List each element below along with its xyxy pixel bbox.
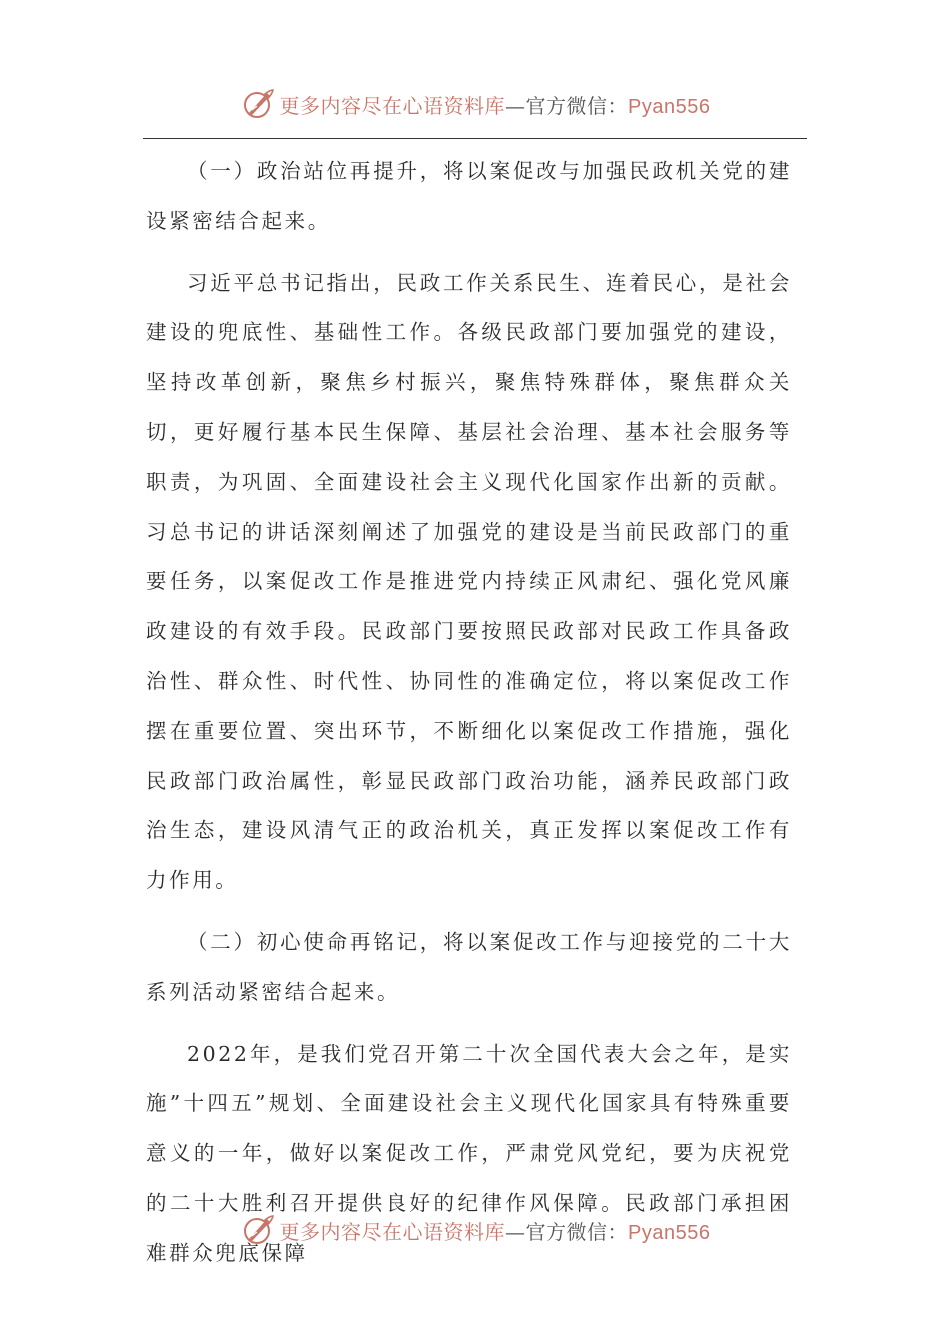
header-banner-label: —官方微信： [505, 93, 629, 118]
header-banner-title: 更多内容尽在心语资料库 [279, 93, 506, 118]
footer-banner-title: 更多内容尽在心语资料库 [279, 1219, 506, 1244]
footer-banner-text [280, 1216, 711, 1245]
document-body [146, 147, 792, 1279]
quill-logo-icon [240, 86, 276, 122]
header-banner [0, 84, 950, 124]
footer-banner-label: —官方微信： [505, 1219, 629, 1244]
footer-banner [0, 1210, 950, 1250]
header-divider [143, 138, 807, 139]
header-banner-text [280, 90, 711, 119]
paragraph-heading-2: （二）初心使命再铭记，将以案促改工作与迎接党的二十大系列活动紧密结合起来。 [146, 929, 792, 1004]
paragraph-body-1: 习近平总书记指出，民政工作关系民生、连着民心，是社会建设的兜底性、基础性工作。各级民政部门要加强党的建设，坚持改革创新，聚焦乡村振兴，聚焦特殊群体，聚焦群众关切，更好履行基本民生保障、基层社会治理、基本社会服务等职责，为巩固、全面建设社会主义现代化国家作出新的贡献。习总书记的讲话深刻阐述了加强党的建设是当前民政部门的重要任务，以案促改工作是推进党内持续正风肃纪、强化党风廉政建设的有效手段。民政部门要按照民政部对民政工作具备政治性、群众性、时代性、协同性的准确定位，将以案促改工作摆在重要位置、突出环节，不断细化以案促改工作措施，强化民政部门政治属性，彰显民政部门政治功能，涵养民政部门政治生态，建设风清气正的政治机关，真正发挥以案促改工作有力作用。 [146, 270, 792, 893]
footer-banner-wechat-id: Pyan556 [628, 1221, 711, 1244]
header-banner-wechat-id: Pyan556 [628, 95, 711, 118]
quill-logo-icon [240, 1212, 276, 1248]
paragraph-body-2: 2022年，是我们党召开第二十次全国代表大会之年，是实施”十四五”规划、全面建设社会主义现代化国家具有特殊重要意义的一年，做好以案促改工作，严肃党风党纪，要为庆祝党的二十大胜利召开提供良好的纪律作风保障。民政部门承担困难群众兜底保障 [146, 1041, 792, 1265]
paragraph-heading-1: （一）政治站位再提升，将以案促改与加强民政机关党的建设紧密结合起来。 [146, 159, 792, 233]
